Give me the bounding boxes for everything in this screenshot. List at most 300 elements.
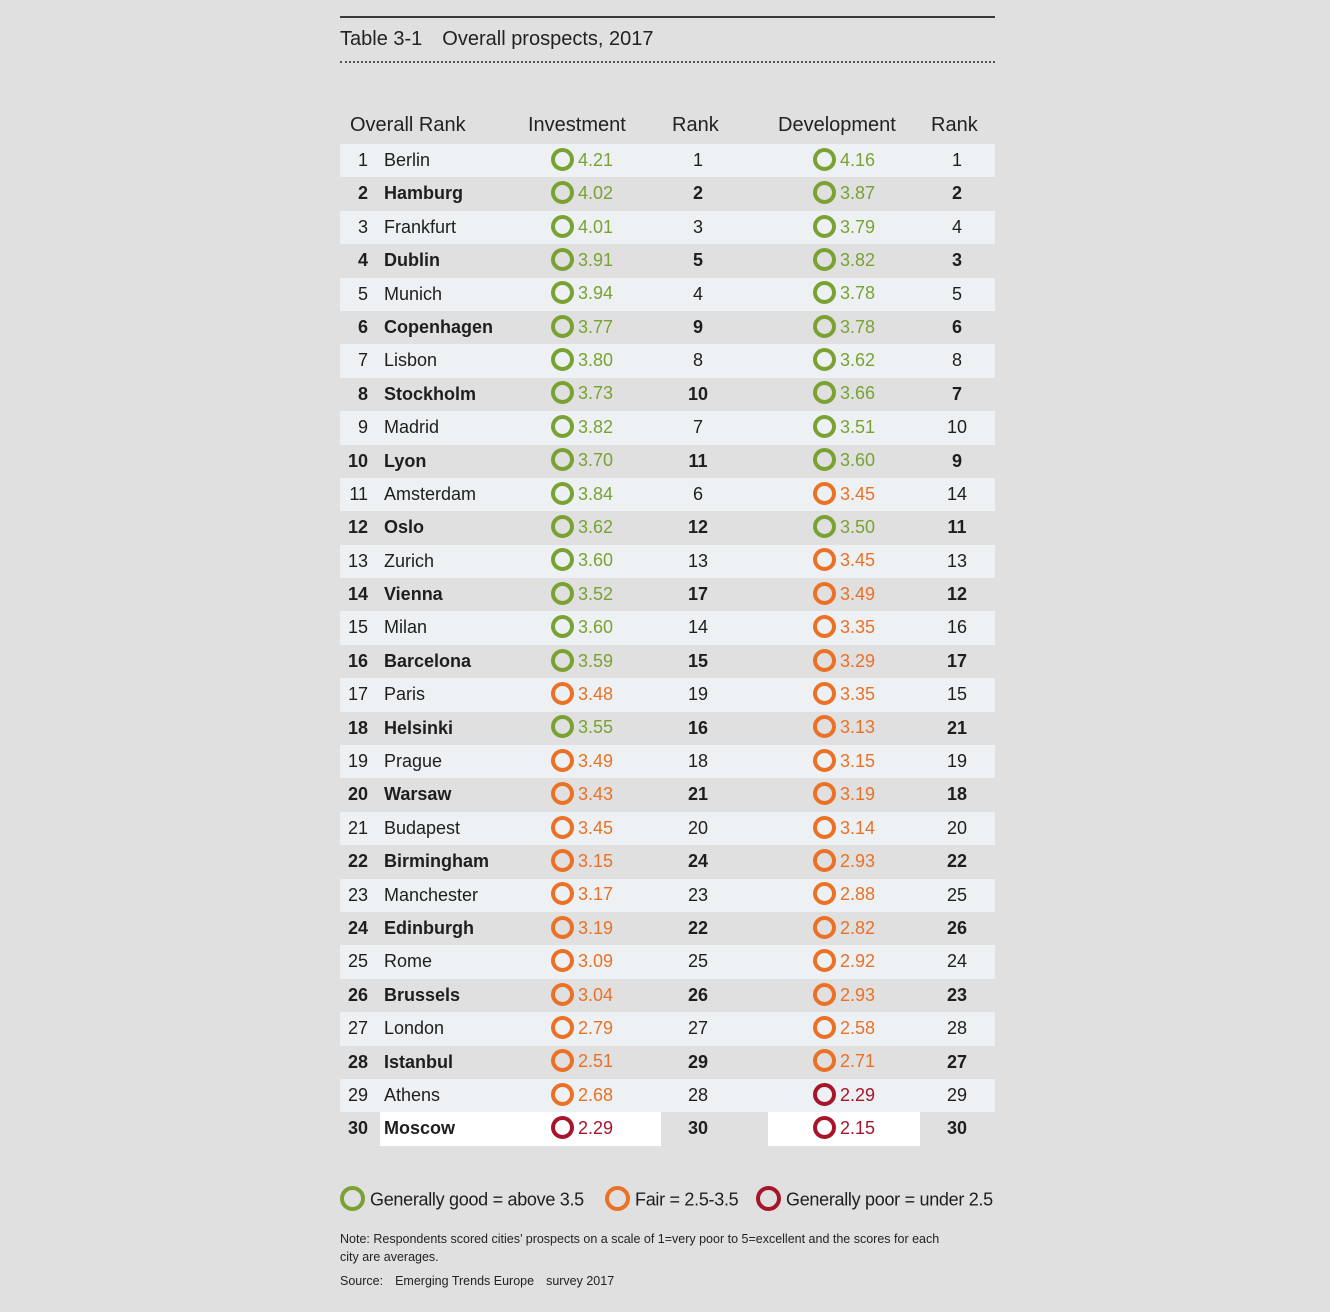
investment-score-cell [551,1046,613,1079]
fair-status-ring-icon [551,782,574,805]
investment-score-cell [551,411,613,444]
investment-rank-cell: 30 [687,1118,709,1139]
fair-status-ring-icon [551,1083,574,1106]
city-name-cell: Dublin [384,250,440,271]
orange-ring-icon [605,1186,630,1211]
investment-score-cell [551,812,613,845]
development-score-cell-value: 3.50 [840,517,876,538]
development-score-cell-value: 3.19 [840,784,876,805]
table-row [340,678,995,711]
good-status-ring-icon [813,148,836,171]
city-name-cell: Birmingham [384,851,490,872]
development-rank-cell: 2 [951,183,962,204]
investment-score-cell-value: 3.17 [578,884,614,905]
development-score-cell-value: 3.78 [840,316,876,337]
development-rank-cell: 17 [946,650,968,671]
development-score-cell-value: 3.45 [840,483,876,504]
development-score-cell [813,912,875,945]
investment-rank-cell: 23 [687,884,709,905]
investment-score-cell [551,611,613,644]
overall-rank-cell: 21 [347,817,368,838]
investment-rank-cell: 21 [687,784,709,805]
investment-score-cell-value: 3.52 [578,583,614,604]
investment-score-cell [551,177,613,210]
investment-score-cell [551,979,613,1012]
development-score-cell-value: 2.82 [840,917,876,938]
good-status-ring-icon [813,415,836,438]
table-row [340,278,995,311]
fair-status-ring-icon [813,482,836,505]
overall-rank-cell: 28 [347,1051,368,1072]
table-row [340,912,995,945]
table-row [340,1079,995,1112]
fair-status-ring-icon [551,949,574,972]
investment-rank-cell: 17 [687,584,709,605]
investment-score-cell [551,545,613,578]
city-name-cell: Helsinki [384,717,454,738]
development-score-cell-value: 3.60 [840,450,876,471]
overall-rank-cell: 30 [347,1118,368,1139]
development-rank-cell: 21 [946,717,968,738]
development-score-cell-value: 2.58 [840,1017,876,1038]
good-status-ring-icon [551,281,574,304]
investment-score-cell [551,311,613,344]
legend-fair-label: Fair = 2.5-3.5 [635,1189,739,1210]
investment-score-cell-value: 3.49 [578,750,614,771]
fair-status-ring-icon [813,1049,836,1072]
fair-status-ring-icon [551,849,574,872]
overall-rank-cell: 22 [347,851,368,872]
investment-rank-cell: 7 [692,417,703,438]
city-name-cell: Budapest [384,817,461,838]
investment-rank-cell: 22 [687,917,709,938]
overall-rank-cell: 12 [347,517,368,538]
investment-score-cell-value: 3.15 [578,850,614,871]
development-score-cell [813,177,875,210]
city-name-cell: Madrid [384,417,440,438]
investment-score-cell-value: 3.80 [578,350,614,371]
investment-score-cell [551,445,613,478]
good-status-ring-icon [813,348,836,371]
fair-status-ring-icon [813,682,836,705]
investment-score-cell-value: 3.70 [578,450,614,471]
investment-score-cell-value: 3.59 [578,650,614,671]
investment-score-cell [551,578,613,611]
good-status-ring-icon [813,315,836,338]
development-rank-cell: 24 [946,951,968,972]
overall-rank-cell: 10 [347,450,368,471]
investment-score-cell-value: 3.60 [578,550,614,571]
development-score-cell [813,1079,875,1112]
development-score-cell-value: 3.78 [840,283,876,304]
overall-rank-cell: 8 [357,383,368,404]
investment-score-cell [551,478,613,511]
overall-rank-cell: 25 [347,951,368,972]
development-rank-cell: 28 [946,1018,968,1039]
development-rank-cell: 5 [951,283,962,304]
development-score-cell [813,445,875,478]
investment-score-cell-value: 3.55 [578,717,614,738]
development-rank-cell: 11 [947,517,967,538]
legend-good-label: Generally good = above 3.5 [370,1189,584,1210]
overall-rank-cell: 4 [357,250,368,271]
investment-score-cell [551,778,613,811]
overall-rank-cell: 16 [347,650,368,671]
development-score-cell [813,712,875,745]
fair-status-ring-icon [813,749,836,772]
investment-score-cell [551,378,613,411]
fair-status-ring-icon [813,1016,836,1039]
good-status-ring-icon [813,215,836,238]
investment-score-cell-value: 3.45 [578,817,614,838]
table-row [340,177,995,210]
overall-rank-cell: 15 [347,617,368,638]
investment-rank-cell: 13 [687,550,709,571]
poor-status-ring-icon [551,1116,574,1139]
investment-score-cell [551,645,613,678]
development-score-cell [813,845,875,878]
good-status-ring-icon [813,181,836,204]
investment-rank-cell: 11 [688,450,708,471]
development-score-cell-value: 3.62 [840,350,876,371]
overall-rank-cell: 1 [357,150,368,170]
table-row [340,1012,995,1045]
fair-status-ring-icon [551,1049,574,1072]
fair-status-ring-icon [813,949,836,972]
development-rank-cell: 7 [951,383,962,404]
overall-rank-cell: 20 [347,784,368,805]
investment-score-cell [551,1012,613,1045]
development-score-cell [813,311,875,344]
development-score-cell-value: 2.93 [840,984,876,1005]
legend-fair [605,1188,738,1213]
investment-score-cell [551,879,613,912]
investment-score-cell-value: 3.94 [578,283,614,304]
city-name-cell: Amsterdam [384,483,477,504]
investment-rank-cell: 16 [687,717,709,738]
table-label: Table 3-1 [340,28,423,50]
investment-rank-cell: 6 [692,483,703,504]
city-name-cell: Barcelona [384,650,472,671]
development-score-cell [813,812,875,845]
city-name-cell: Stockholm [384,383,477,404]
good-status-ring-icon [551,582,574,605]
prospects-table [340,144,995,1146]
development-score-cell [813,879,875,912]
table-row [340,144,995,177]
investment-score-cell [551,745,613,778]
investment-score-cell-value: 3.73 [578,383,614,404]
development-score-cell [813,478,875,511]
fair-status-ring-icon [551,816,574,839]
investment-score-cell-value: 4.01 [578,216,614,237]
fair-status-ring-icon [551,983,574,1006]
development-rank-cell: 26 [946,917,968,938]
good-status-ring-icon [551,315,574,338]
overall-rank-cell: 17 [347,684,368,705]
development-rank-cell: 22 [946,851,968,872]
overall-rank-cell: 18 [347,717,368,738]
development-score-cell [813,344,875,377]
development-score-cell [813,511,875,544]
fair-status-ring-icon [813,715,836,738]
fair-status-ring-icon [551,749,574,772]
fair-status-ring-icon [813,582,836,605]
poor-status-ring-icon [813,1083,836,1106]
investment-rank-cell: 4 [692,283,703,304]
good-status-ring-icon [813,281,836,304]
footnote: Note: Respondents scored cities’ prospects on a scale of 1=very poor to 5=excellent and the scores for each city are averages. [340,1232,940,1264]
table-row [340,778,995,811]
red-ring-icon [756,1186,781,1211]
development-rank-cell: 25 [946,884,968,905]
development-rank-cell: 3 [951,250,962,271]
development-rank-cell: 15 [946,684,968,705]
header-overall-rank: Overall Rank [350,114,466,136]
development-rank-cell: 6 [951,316,962,337]
development-score-cell-value: 2.88 [840,884,876,905]
table-row [340,879,995,912]
overall-rank-cell: 3 [357,216,368,237]
fair-status-ring-icon [551,1016,574,1039]
legend-good [340,1188,584,1213]
development-rank-cell: 18 [946,784,968,805]
development-score-cell [813,278,875,311]
investment-score-cell-value: 3.04 [578,984,614,1005]
city-name-cell: Berlin [384,150,431,170]
fair-status-ring-icon [813,649,836,672]
table-row [340,545,995,578]
table-row [340,979,995,1012]
investment-rank-cell: 28 [687,1084,709,1105]
development-score-cell-value: 3.51 [840,416,876,437]
investment-rank-cell: 9 [692,316,703,337]
investment-rank-cell: 20 [687,817,709,838]
investment-score-cell-value: 3.82 [578,416,614,437]
header-investment-rank: Rank [672,114,719,136]
good-status-ring-icon [551,148,574,171]
overall-rank-cell: 23 [347,884,368,905]
development-score-cell [813,578,875,611]
investment-rank-cell: 15 [687,650,709,671]
good-status-ring-icon [813,515,836,538]
column-headers [340,114,995,140]
table-row [340,645,995,678]
investment-score-cell-value: 3.77 [578,316,614,337]
investment-score-cell [551,845,613,878]
development-score-cell-value: 2.92 [840,951,876,972]
investment-score-cell-value: 2.29 [578,1118,614,1139]
development-rank-cell: 8 [951,350,962,371]
city-name-cell: Rome [384,951,433,972]
development-score-cell [813,678,875,711]
good-status-ring-icon [551,649,574,672]
source-line [340,1274,614,1288]
investment-rank-cell: 29 [687,1051,709,1072]
city-name-cell: Frankfurt [384,216,457,237]
city-name-cell: Oslo [384,517,425,538]
overall-rank-cell: 27 [347,1018,368,1039]
development-rank-cell: 16 [946,617,968,638]
development-score-cell-value: 3.35 [840,684,876,704]
overall-rank-cell: 2 [357,183,368,204]
investment-rank-cell: 27 [687,1018,709,1039]
fair-status-ring-icon [813,849,836,872]
investment-rank-cell: 18 [687,751,709,772]
development-score-cell [813,778,875,811]
good-status-ring-icon [551,215,574,238]
development-score-cell [813,1012,875,1045]
city-name-cell: Hamburg [384,183,464,204]
dotted-divider [340,61,995,63]
good-status-ring-icon [551,381,574,404]
city-name-cell: Munich [384,283,443,304]
good-status-ring-icon [551,615,574,638]
development-score-cell [813,745,875,778]
good-status-ring-icon [551,715,574,738]
fair-status-ring-icon [813,916,836,939]
good-status-ring-icon [551,348,574,371]
city-name-cell: Milan [384,617,428,638]
investment-rank-cell: 12 [687,517,709,538]
development-score-cell [813,144,875,177]
development-rank-cell: 20 [946,817,968,838]
investment-score-cell-value: 2.68 [578,1084,614,1105]
good-status-ring-icon [551,482,574,505]
city-name-cell: Moscow [384,1118,456,1139]
city-name-cell: Edinburgh [384,917,474,938]
development-score-cell-value: 4.16 [840,149,876,170]
table-row [340,511,995,544]
source-label: Source: [340,1274,384,1288]
overall-rank-cell: 14 [347,584,368,605]
table-title [340,28,654,51]
fair-status-ring-icon [813,615,836,638]
investment-score-cell-value: 3.84 [578,483,614,504]
investment-score-cell-value: 3.19 [578,917,614,938]
table-row [340,1112,995,1145]
development-rank-cell: 1 [951,150,962,170]
development-score-cell [813,411,875,444]
development-score-cell [813,945,875,978]
good-status-ring-icon [813,448,836,471]
investment-rank-cell: 3 [692,216,703,237]
city-name-cell: Lisbon [384,350,438,371]
investment-score-cell-value: 3.91 [578,249,614,270]
development-score-cell [813,244,875,277]
investment-score-cell [551,1112,613,1145]
table-row [340,445,995,478]
table-row [340,211,995,244]
good-status-ring-icon [551,248,574,271]
table-row [340,745,995,778]
header-development-rank: Rank [931,114,978,136]
development-score-cell-value: 2.29 [840,1084,876,1105]
development-score-cell-value: 3.45 [840,550,876,571]
investment-score-cell [551,511,613,544]
city-name-cell: London [384,1018,445,1039]
overall-rank-cell: 9 [357,417,368,438]
investment-score-cell-value: 3.48 [578,684,614,704]
source-detail: survey 2017 [546,1274,615,1288]
fair-status-ring-icon [813,882,836,905]
overall-rank-cell: 5 [357,283,368,304]
overall-rank-cell: 26 [347,984,368,1005]
fair-status-ring-icon [551,682,574,705]
table-row [340,244,995,277]
investment-rank-cell: 8 [692,350,703,371]
development-score-cell-value: 3.29 [840,650,876,671]
overall-rank-cell: 11 [349,483,368,504]
investment-score-cell-value: 3.09 [578,951,614,972]
investment-score-cell [551,278,613,311]
development-score-cell [813,979,875,1012]
overall-rank-cell: 19 [347,751,368,772]
development-rank-cell: 13 [946,550,968,571]
investment-rank-cell: 25 [687,951,709,972]
development-score-cell-value: 3.66 [840,383,876,404]
fair-status-ring-icon [813,548,836,571]
legend-poor [756,1188,993,1213]
investment-score-cell [551,912,613,945]
table-row [340,945,995,978]
overall-rank-cell: 29 [347,1084,368,1105]
table-row [340,1046,995,1079]
development-score-cell-value: 3.49 [840,583,876,604]
development-score-cell-value: 3.14 [840,817,876,838]
good-status-ring-icon [813,381,836,404]
top-rule [340,16,995,18]
fair-status-ring-icon [813,816,836,839]
development-score-cell [813,645,875,678]
city-name-cell: Vienna [384,584,443,605]
investment-score-cell-value: 3.43 [578,784,614,805]
development-rank-cell: 27 [946,1051,968,1072]
investment-score-cell [551,344,613,377]
development-rank-cell: 29 [946,1084,968,1105]
investment-score-cell-value: 3.62 [578,517,614,538]
overall-rank-cell: 13 [347,550,368,571]
fair-status-ring-icon [813,983,836,1006]
table-row [340,712,995,745]
table-caption: Overall prospects, 2017 [442,28,654,50]
investment-rank-cell: 19 [687,684,709,705]
investment-score-cell-value: 4.02 [578,183,614,204]
table-row [340,812,995,845]
development-score-cell [813,1112,875,1145]
legend-poor-label: Generally poor = under 2.5 [786,1189,993,1210]
table-row [340,478,995,511]
development-rank-cell: 23 [946,984,968,1005]
development-rank-cell: 4 [951,216,962,237]
poor-status-ring-icon [813,1116,836,1139]
table-row [340,311,995,344]
overall-rank-cell: 24 [347,917,368,938]
development-score-cell [813,211,875,244]
investment-score-cell [551,712,613,745]
good-status-ring-icon [551,515,574,538]
development-rank-cell: 12 [946,584,968,605]
city-name-cell: Lyon [384,450,427,471]
city-name-cell: Copenhagen [384,316,494,337]
investment-score-cell [551,244,613,277]
development-rank-cell: 30 [946,1118,968,1139]
development-score-cell [813,545,875,578]
development-score-cell-value: 3.13 [840,717,876,738]
fair-status-ring-icon [813,782,836,805]
investment-score-cell [551,144,613,177]
development-score-cell-value: 3.82 [840,249,876,270]
